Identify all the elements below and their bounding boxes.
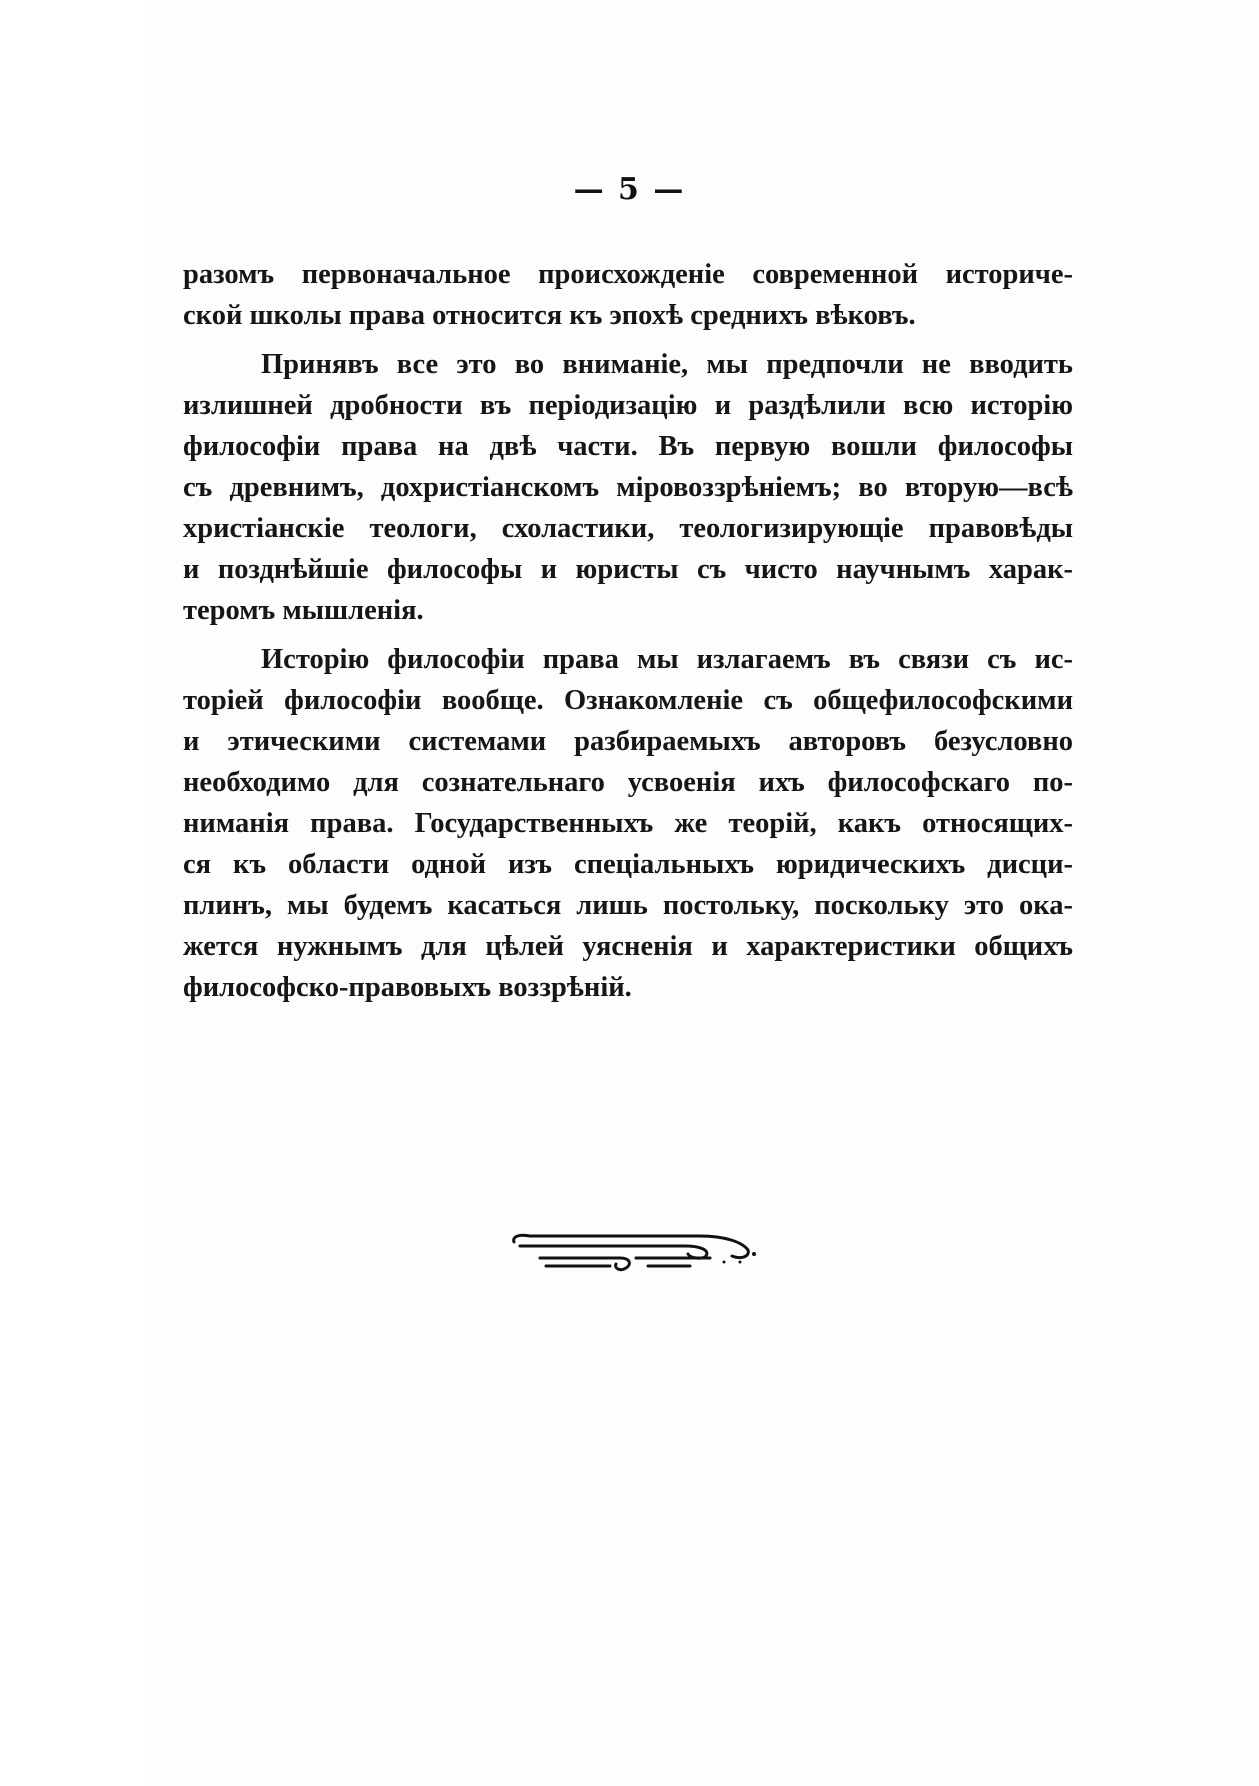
text-line: Принявъ все это во вниманіе, мы предпочли не вводить: [261, 349, 1073, 380]
text-line: съ древнимъ, дохристіанскомъ міровоззрѣніемъ; во вторую—всѣ: [183, 472, 1073, 503]
text-line: философіи права на двѣ части. Въ первую вошли философы: [183, 431, 1073, 462]
text-line: и позднѣйшіе философы и юристы съ чисто научнымъ харак-: [183, 554, 1073, 585]
text-line: теромъ мышленія.: [183, 595, 424, 626]
paragraph-3: [183, 639, 1073, 1008]
page-number: — 5 —: [573, 172, 686, 207]
text-line: и этическими системами разбираемыхъ авторовъ безусловно: [183, 726, 1073, 757]
text-line: христіанскіе теологи, схоластики, теологизирующіе правовѣды: [183, 513, 1073, 544]
body-text: [183, 254, 1073, 1016]
text-line: ниманія права. Государственныхъ же теорій, какъ относящих-: [183, 808, 1073, 839]
text-line: разомъ первоначальное происхожденіе современной историче-: [183, 259, 1073, 290]
text-line: торіей философіи вообще. Ознакомленіе съ общефилософскими: [183, 685, 1073, 716]
text-line: Исторію философіи права мы излагаемъ въ связи съ ис-: [261, 644, 1073, 675]
scan-margin: [0, 0, 150, 1786]
text-line: философско-правовыхъ воззрѣній.: [183, 972, 632, 1003]
text-line: плинъ, мы будемъ касаться лишь постольку, поскольку это ока-: [183, 890, 1073, 921]
paragraph-1: [183, 254, 1073, 336]
tailpiece-flourish-icon: [510, 1232, 760, 1292]
text-line: излишней дробности въ періодизацію и раздѣлили всю исторію: [183, 390, 1073, 421]
paragraph-2: [183, 344, 1073, 631]
text-line: жется нужнымъ для цѣлей уясненія и характеристики общихъ: [183, 931, 1073, 962]
text-line: необходимо для сознательнаго усвоенія ихъ философскаго по-: [183, 767, 1073, 798]
text-line: ся къ области одной изъ спеціальныхъ юридическихъ дисци-: [183, 849, 1073, 880]
text-line: ской школы права относится къ эпохѣ среднихъ вѣковъ.: [183, 300, 916, 331]
